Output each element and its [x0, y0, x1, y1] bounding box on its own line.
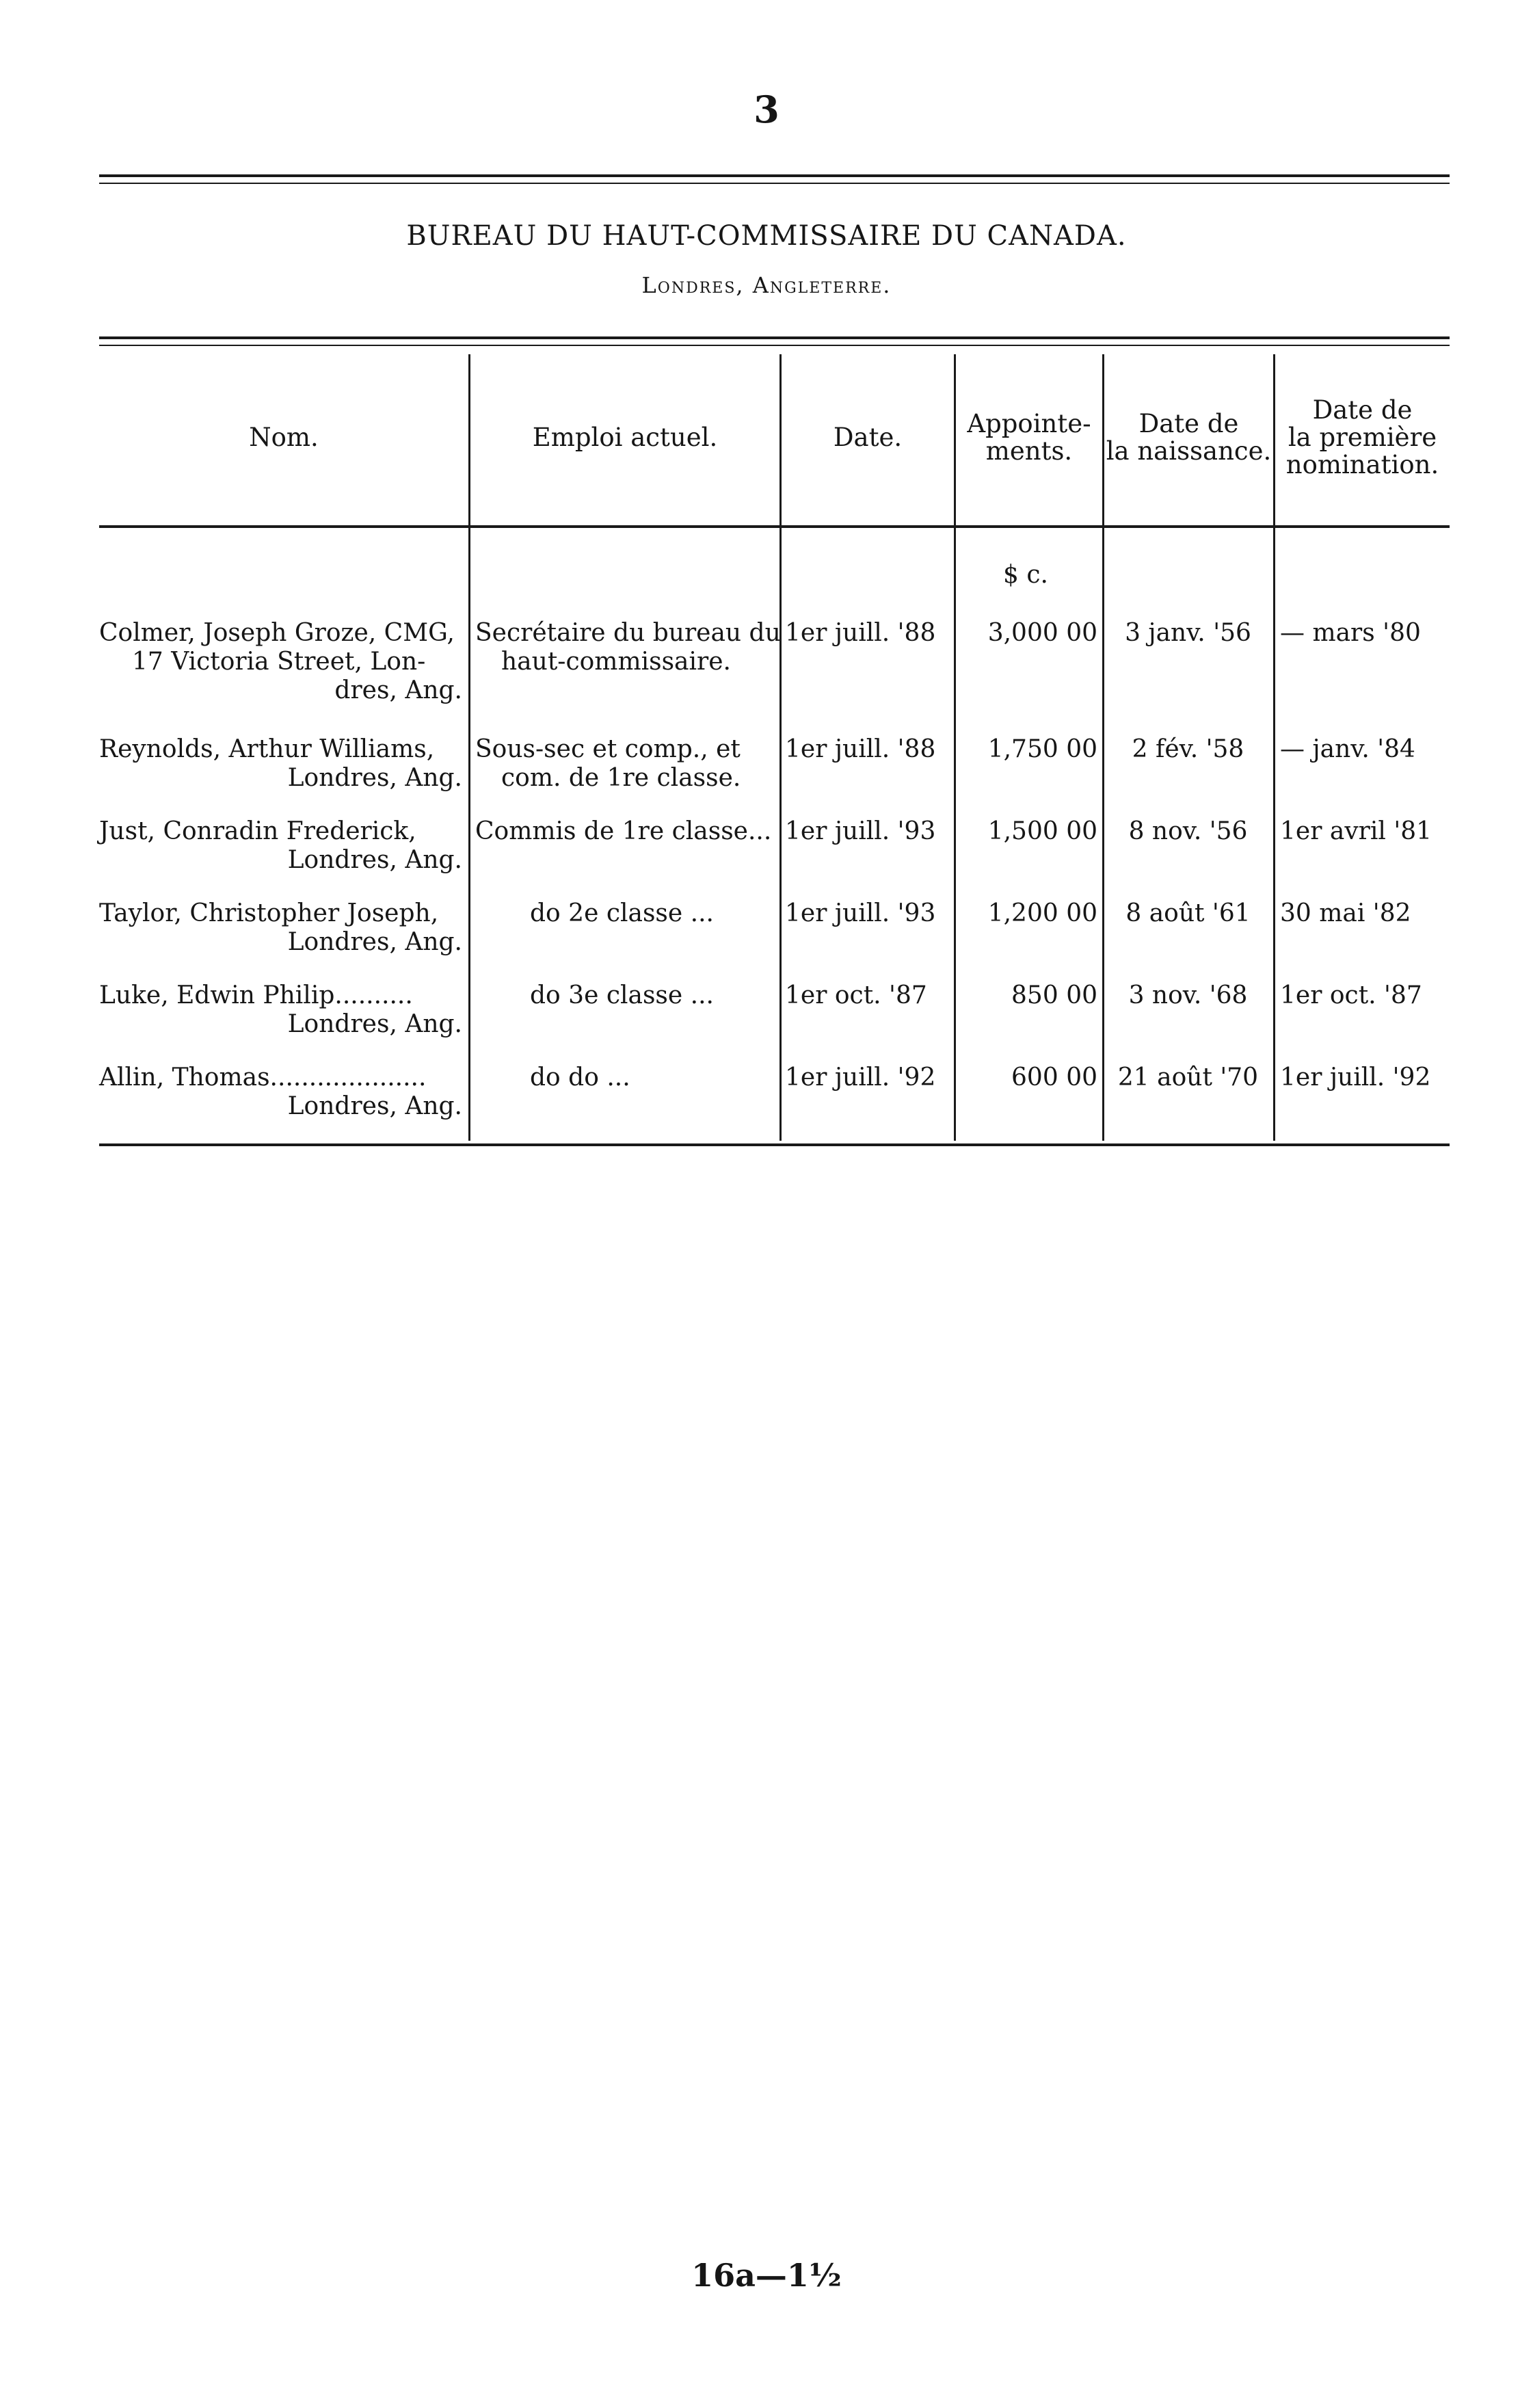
cell-emploi: Sous-sec et comp., et com. de 1re classe.: [475, 735, 741, 792]
top-double-rule: [99, 174, 1450, 184]
cell-emploi: do 3e classe ...: [530, 981, 714, 1009]
cell-nomination: 1er juill. '92: [1280, 1063, 1431, 1091]
cell-date: 1er juill. '93: [785, 817, 936, 845]
document-title: BUREAU DU HAUT-COMMISSAIRE DU CANADA.: [406, 220, 1127, 252]
cell-emploi: do do ...: [530, 1063, 630, 1091]
cell-naissance: 8 nov. '56: [1128, 817, 1248, 845]
cell-date: 1er oct. '87: [785, 981, 927, 1009]
cell-nom: Taylor, Christopher Joseph, Londres, Ang.: [99, 899, 462, 956]
cell-emploi: Commis de 1re classe...: [475, 817, 772, 845]
cell-appointements: 600 00: [1011, 1063, 1097, 1091]
cell-naissance: 3 janv. '56: [1125, 619, 1251, 647]
table-bottom-rule: [99, 1143, 1450, 1146]
header-appointements: Appointe- ments.: [967, 409, 1091, 466]
cell-appointements: 1,750 00: [987, 735, 1097, 763]
cell-nomination: — janv. '84: [1280, 735, 1415, 763]
cell-appointements: 3,000 00: [987, 619, 1097, 647]
cell-emploi: do 2e classe ...: [530, 899, 714, 927]
currency-label: $ c.: [1003, 561, 1048, 589]
header-emploi: Emploi actuel.: [532, 423, 718, 452]
header-rule: [99, 525, 1450, 528]
cell-nom: Reynolds, Arthur Williams, Londres, Ang.: [99, 735, 462, 792]
cell-emploi: Secrétaire du bureau du haut-commissaire.: [475, 619, 781, 676]
cell-date: 1er juill. '93: [785, 899, 936, 927]
cell-nomination: — mars '80: [1280, 619, 1421, 647]
cell-appointements: 850 00: [1011, 981, 1097, 1009]
table-top-rule: [99, 336, 1450, 346]
cell-appointements: 1,500 00: [987, 817, 1097, 845]
cell-appointements: 1,200 00: [987, 899, 1097, 927]
document-subtitle: Londres, Angleterre.: [641, 272, 892, 298]
cell-naissance: 21 août '70: [1117, 1063, 1259, 1091]
cell-nom: Luke, Edwin Philip.......... Londres, Ang.: [99, 981, 462, 1038]
header-naissance: Date de la naissance.: [1106, 409, 1272, 466]
cell-nom: Allin, Thomas.................... Londres, Ang.: [99, 1063, 462, 1120]
cell-date: 1er juill. '88: [785, 735, 936, 763]
cell-naissance: 2 fév. '58: [1132, 735, 1244, 763]
cell-nomination: 30 mai '82: [1280, 899, 1411, 927]
page-number: 3: [754, 88, 779, 131]
cell-nom: Just, Conradin Frederick, Londres, Ang.: [99, 817, 462, 874]
cell-date: 1er juill. '92: [785, 1063, 936, 1091]
header-date: Date.: [833, 423, 903, 452]
cell-nomination: 1er oct. '87: [1280, 981, 1422, 1009]
cell-naissance: 3 nov. '68: [1128, 981, 1248, 1009]
cell-naissance: 8 août '61: [1125, 899, 1251, 927]
header-nom: Nom.: [249, 423, 319, 452]
header-nomination: Date de la première nomination.: [1285, 395, 1439, 479]
cell-date: 1er juill. '88: [785, 619, 936, 647]
cell-nom: Colmer, Joseph Groze, CMG, 17 Victoria Street, Lon- dres, Ang.: [99, 619, 462, 704]
cell-nomination: 1er avril '81: [1280, 817, 1432, 845]
page-signature: 16a—1½: [691, 2257, 842, 2294]
